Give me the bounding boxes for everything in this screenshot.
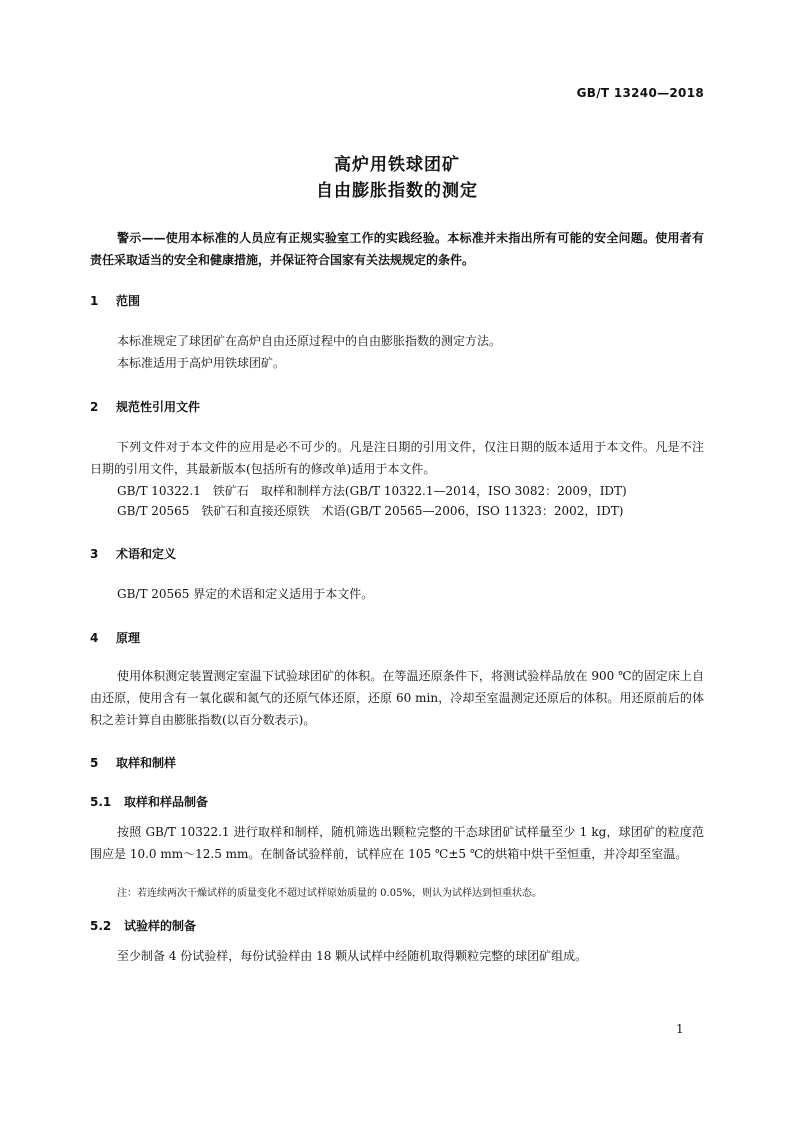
- section-2-paragraph-1: 下列文件对于本文件的应用是必不可少的。凡是注日期的引用文件，仅注日期的版本适用于本文件。凡是不注日期的引用文件，其最新版本(包括所有的修改单)适用于本文件。: [90, 440, 704, 476]
- section-2-heading: [90, 398, 200, 415]
- section-5-1-note: 注：若连续两次干燥试样的质量变化不超过试样原始质量的 0.05%，则认为试样达到恒重状态。: [117, 888, 542, 899]
- section-title: 原理: [116, 631, 141, 645]
- section-5-2-heading: [90, 917, 196, 934]
- section-title: 取样和制样: [116, 756, 177, 770]
- page-number: 1: [676, 1022, 684, 1036]
- reference-gb-t-10322-1: GB/T 10322.1 铁矿石 取样和制样方法(GB/T 10322.1—2014，ISO 3082：2009，IDT): [117, 484, 627, 498]
- document-title-line1: 高炉用铁球团矿: [334, 155, 460, 175]
- subsection-title: 取样和样品制备: [124, 795, 209, 809]
- section-number: 2: [90, 400, 99, 414]
- section-4-heading: [90, 629, 140, 646]
- section-title: 范围: [116, 294, 141, 308]
- section-number: 5: [90, 756, 99, 770]
- section-1-paragraph-2: 本标准适用于高炉用铁球团矿。: [117, 356, 286, 370]
- standard-code: GB/T 13240—2018: [576, 86, 704, 100]
- section-5-1-paragraph-1: 按照 GB/T 10322.1 进行取样和制样，随机筛选出颗粒完整的干态球团矿试样量至少 1 kg，球团矿的粒度范围应是 10.0 mm～12.5 mm。在制备试验样前，试样应在 105 ℃±5 ℃的烘箱中烘干至恒重，并冷却至室温。: [90, 825, 704, 861]
- subsection-number: 5.1: [90, 795, 112, 809]
- subsection-number: 5.2: [90, 919, 112, 933]
- section-1-heading: [90, 292, 140, 309]
- section-4-paragraph-1: 使用体积测定装置测定室温下试验球团矿的体积。在等温还原条件下，将测试验样品放在 900 ℃的固定床上自由还原，使用含有一氧化碳和氮气的还原气体还原，还原 60 min，冷却至室温测定还原后的体积。用还原前后的体积之差计算自由膨胀指数(以百分数表示)。: [90, 669, 704, 727]
- warning-paragraph: 警示——使用本标准的人员应有正规实验室工作的实践经验。本标准并未指出所有可能的安全问题。使用者有责任采取适当的安全和健康措施，并保证符合国家有关法规规定的条件。: [90, 231, 704, 267]
- section-5-2-paragraph-1: 至少制备 4 份试验样，每份试验样由 18 颗从试样中经随机取得颗粒完整的球团矿组成。: [117, 949, 588, 963]
- section-number: 4: [90, 631, 99, 645]
- section-number: 1: [90, 294, 99, 308]
- section-3-paragraph-1: GB/T 20565 界定的术语和定义适用于本文件。: [117, 587, 374, 601]
- section-title: 规范性引用文件: [116, 400, 201, 414]
- section-5-1-heading: [90, 793, 208, 810]
- subsection-title: 试验样的制备: [124, 919, 197, 933]
- section-number: 3: [90, 547, 99, 561]
- section-1-paragraph-1: 本标准规定了球团矿在高炉自由还原过程中的自由膨胀指数的测定方法。: [117, 334, 502, 348]
- section-title: 术语和定义: [116, 547, 177, 561]
- reference-gb-t-20565: GB/T 20565 铁矿石和直接还原铁 术语(GB/T 20565—2006，ISO 11323：2002，IDT): [117, 504, 624, 518]
- section-3-heading: [90, 545, 176, 562]
- section-5-heading: [90, 754, 176, 771]
- document-title-line2: 自由膨胀指数的测定: [316, 181, 478, 201]
